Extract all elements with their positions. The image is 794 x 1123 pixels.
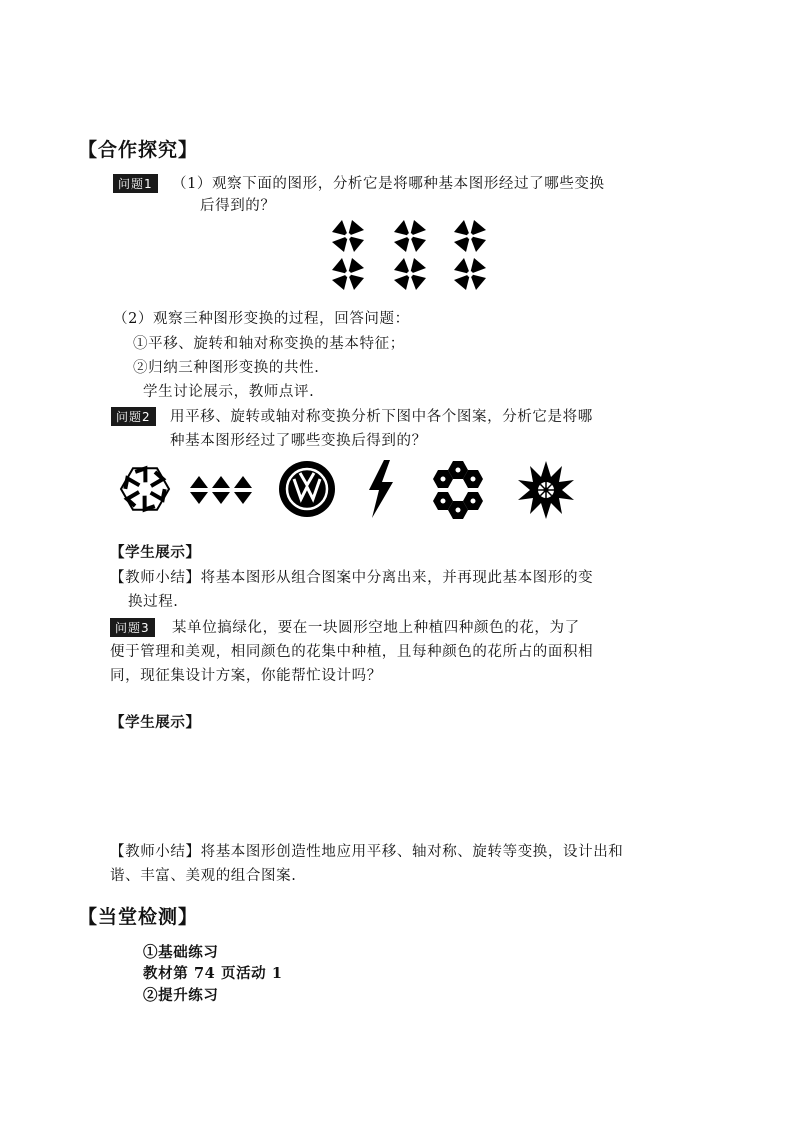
student-show-heading-2: 【学生展示】 bbox=[110, 714, 201, 731]
hexagon-swirl-pattern bbox=[118, 462, 172, 516]
pinwheel-column-3 bbox=[454, 220, 486, 290]
question-3-badge: 问题3 bbox=[110, 618, 155, 637]
q1-line3: （2）观察三种图形变换的过程，回答问题： bbox=[113, 311, 410, 327]
q1-note: 学生讨论展示，教师点评. bbox=[143, 384, 315, 400]
q3-line3: 同，现征集设计方案，你能帮忙设计吗？ bbox=[110, 668, 382, 684]
q1-line1: （1）观察下面的图形，分析它是将哪种基本图形经过了哪些变换 bbox=[172, 176, 605, 192]
teacher-summary-2-line2: 谐、丰富、美观的组合图案. bbox=[110, 868, 297, 884]
pinwheel-figures bbox=[320, 212, 500, 302]
q1-line2: 后得到的？ bbox=[200, 198, 276, 214]
q3-line2: 便于管理和美观，相同颜色的花集中种植，且每种颜色的花所占的面积相 bbox=[110, 644, 594, 660]
section-title-cooperative-inquiry: 【合作探究】 bbox=[78, 139, 199, 161]
section-title-class-check: 【当堂检测】 bbox=[78, 906, 199, 928]
vw-logo-pattern bbox=[278, 460, 336, 518]
hexagon-ring-pattern bbox=[426, 460, 490, 520]
lightning-bolt-pattern bbox=[366, 460, 396, 518]
question-1-badge: 问题1 bbox=[113, 174, 158, 193]
q2-line2: 种基本图形经过了哪些变换后得到的？ bbox=[170, 433, 427, 449]
star-burst-pattern bbox=[516, 460, 576, 520]
q3-line1: 某单位搞绿化，要在一块圆形空地上种植四种颜色的花，为了 bbox=[172, 620, 580, 636]
q1-item1: ①平移、旋转和轴对称变换的基本特征； bbox=[133, 336, 405, 352]
diamond-row-pattern bbox=[190, 476, 252, 504]
q1-item2: ②归纳三种图形变换的共性. bbox=[133, 360, 320, 376]
practice-item-textbook: 教材第 74 页活动 1 bbox=[143, 965, 283, 982]
q2-line1: 用平移、旋转或轴对称变换分析下图中各个图案，分析它是将哪 bbox=[170, 409, 593, 425]
teacher-summary-1-line2: 换过程. bbox=[128, 594, 179, 610]
teacher-summary-1-line1: 【教师小结】将基本图形从组合图案中分离出来，并再现此基本图形的变 bbox=[110, 570, 594, 586]
student-show-heading-1: 【学生展示】 bbox=[110, 544, 201, 561]
practice-item-advanced: ②提升练习 bbox=[143, 987, 219, 1004]
question-2-badge: 问题2 bbox=[111, 407, 156, 426]
pinwheel-column-2 bbox=[394, 220, 426, 290]
teacher-summary-2-line1: 【教师小结】将基本图形创造性地应用平移、轴对称、旋转等变换，设计出和 bbox=[110, 844, 624, 860]
practice-item-basic: ①基础练习 bbox=[143, 944, 219, 961]
pinwheel-column-1 bbox=[332, 220, 364, 290]
